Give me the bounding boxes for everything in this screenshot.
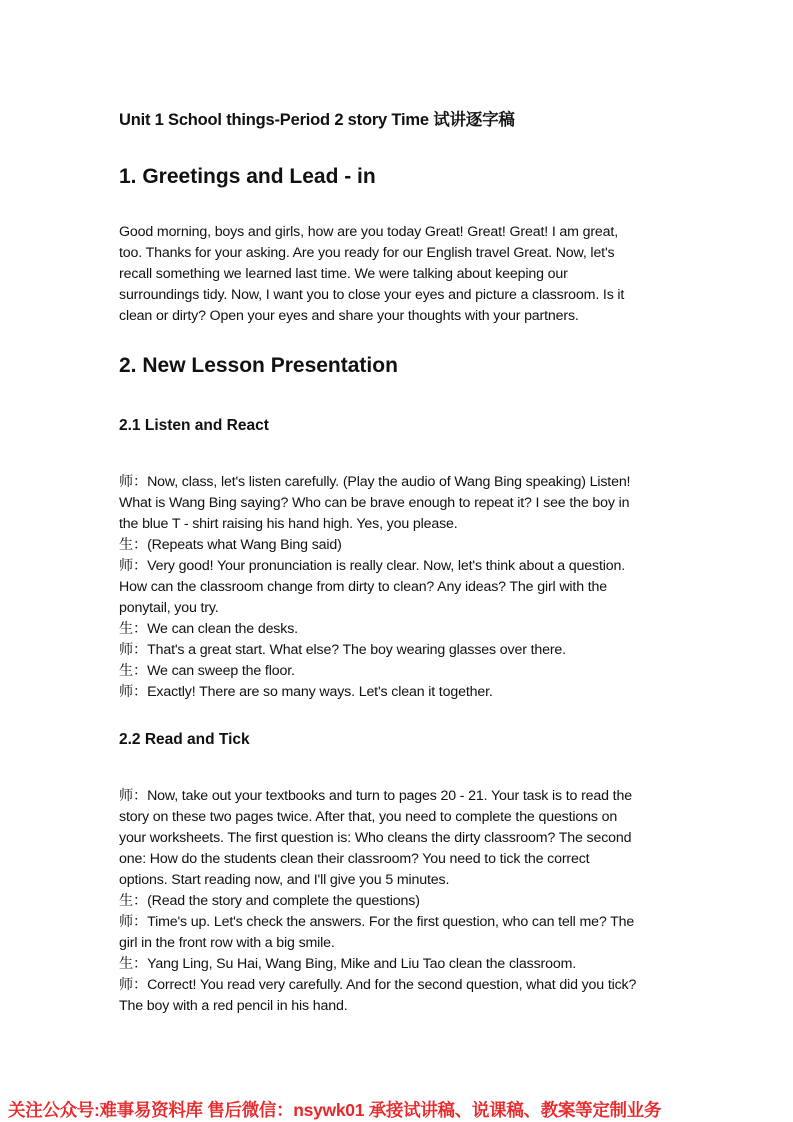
text-line: recall something we learned last time. We were talking about keeping our — [119, 266, 568, 282]
text-line: How can the classroom change from dirty to clean? Any ideas? The girl with the — [119, 579, 608, 595]
text-line: 生：Yang Ling, Su Hai, Wang Bing, Mike and Liu Tao clean the classroom. — [119, 956, 577, 972]
section-heading-new-lesson: 2. New Lesson Presentation — [119, 354, 398, 377]
text-line: 师：Very good! Your pronunciation is really clear. Now, let's think about a question. — [119, 558, 626, 574]
text-line: 生：We can clean the desks. — [119, 621, 298, 637]
text-line: ponytail, you try. — [119, 600, 219, 616]
text-line: 生：(Read the story and complete the questions) — [119, 893, 420, 909]
document-title: Unit 1 School things-Period 2 story Time 试讲逐字稿 — [119, 111, 515, 129]
paragraph-read-tick — [119, 786, 694, 1017]
text-line: 师：Now, class, let's listen carefully. (Play the audio of Wang Bing speaking) Listen! — [119, 474, 631, 490]
text-line: 生：(Repeats what Wang Bing said) — [119, 537, 342, 553]
subsection-heading-listen-react: 2.1 Listen and React — [119, 417, 269, 434]
paragraph-listen-react — [119, 472, 694, 703]
text-line: story on these two pages twice. After that, you need to complete the questions on — [119, 809, 618, 825]
text-line: surroundings tidy. Now, I want you to close your eyes and picture a classroom. Is it — [119, 287, 625, 303]
text-line: too. Thanks for your asking. Are you ready for our English travel Great. Now, let's — [119, 245, 615, 261]
text-line: 师：Exactly! There are so many ways. Let's clean it together. — [119, 684, 493, 700]
paragraph-greetings — [119, 222, 694, 327]
section-heading-greetings: 1. Greetings and Lead - in — [119, 165, 376, 188]
footer-watermark-notice: 关注公众号:难事易资料库 售后微信：nsywk01 承接试讲稿、说课稿、教案等定制业务 — [8, 1100, 662, 1120]
subsection-heading-read-tick: 2.2 Read and Tick — [119, 731, 250, 748]
text-line: The boy with a red pencil in his hand. — [119, 998, 348, 1014]
text-line: 师：Now, take out your textbooks and turn to pages 20 - 21. Your task is to read the — [119, 788, 632, 804]
text-line: options. Start reading now, and I'll give you 5 minutes. — [119, 872, 450, 888]
text-line: 师：Correct! You read very carefully. And for the second question, what did you tick? — [119, 977, 637, 993]
text-line: 师：That's a great start. What else? The boy wearing glasses over there. — [119, 642, 566, 658]
text-line: one: How do the students clean their classroom? You need to tick the correct — [119, 851, 590, 867]
text-line: What is Wang Bing saying? Who can be brave enough to repeat it? I see the boy in — [119, 495, 630, 511]
text-line: clean or dirty? Open your eyes and share your thoughts with your partners. — [119, 308, 579, 324]
text-line: the blue T - shirt raising his hand high. Yes, you please. — [119, 516, 458, 532]
text-line: Good morning, boys and girls, how are you today Great! Great! Great! I am great, — [119, 224, 618, 240]
text-line: 师：Time's up. Let's check the answers. For the first question, who can tell me? The — [119, 914, 635, 930]
text-line: your worksheets. The first question is: Who cleans the dirty classroom? The second — [119, 830, 632, 846]
text-line: 生：We can sweep the floor. — [119, 663, 295, 679]
text-line: girl in the front row with a big smile. — [119, 935, 335, 951]
